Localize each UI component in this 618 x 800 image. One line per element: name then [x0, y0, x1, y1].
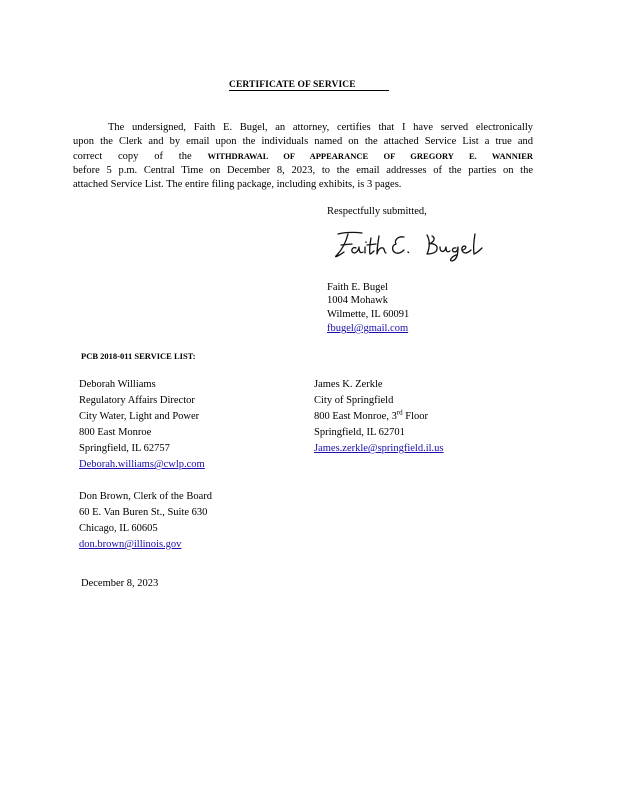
recipient-3-city: Chicago, IL 60605: [79, 523, 158, 534]
sender-email-link[interactable]: fbugel@gmail.com: [327, 323, 409, 334]
recipient-2-name: James K. Zerkle: [314, 379, 383, 390]
service-list-heading: PCB 2018-011 SERVICE LIST:: [81, 351, 196, 361]
sender-name: Faith E. Bugel: [327, 282, 388, 293]
page-title: CERTIFICATE OF SERVICE: [229, 80, 356, 90]
sender-city: Wilmette, IL 60091: [327, 309, 410, 320]
recipient-1-city: Springfield, IL 62757: [79, 443, 170, 454]
paragraph-line-2: upon the Clerk and by email upon the individuals named on the attached Service List a true and: [73, 136, 533, 147]
paragraph-line-1: The undersigned, Faith E. Bugel, an attorney, certifies that I have served electronically: [108, 122, 533, 133]
recipient-1-title: Regulatory Affairs Director: [79, 395, 195, 406]
recipient-1-street: 800 East Monroe: [79, 427, 152, 438]
recipient-1-name: Deborah Williams: [79, 379, 156, 390]
recipient-3-email-link[interactable]: don.brown@illinois.gov: [79, 539, 182, 550]
document-name: WITHDRAWAL OF APPEARANCE OF GREGORY E. WANNIER: [207, 151, 534, 161]
title-underline: [229, 90, 389, 91]
sender-street: 1004 Mohawk: [327, 295, 388, 306]
recipient-2-org: City of Springfield: [314, 395, 394, 406]
recipient-3-name: Don Brown, Clerk of the Board: [79, 491, 212, 502]
paragraph-line-5: attached Service List. The entire filing package, including exhibits, is 3 pages.: [73, 179, 402, 190]
recipient-2-street: 800 East Monroe, 3rd Floor: [314, 408, 429, 422]
signature-image: [332, 228, 492, 264]
paragraph-line-4: before 5 p.m. Central Time on December 8, 2023, to the email addresses of the parties on the: [73, 165, 533, 176]
recipient-2-city: Springfield, IL 62701: [314, 427, 405, 438]
recipient-1-org: City Water, Light and Power: [79, 411, 200, 422]
document-date: December 8, 2023: [81, 578, 159, 589]
recipient-3-street: 60 E. Van Buren St., Suite 630: [79, 507, 208, 518]
certificate-paragraph: [73, 121, 533, 192]
paragraph-line-3: correct copy of the WITHDRAWAL OF APPEARANCE OF GREGORY E. WANNIER: [73, 151, 534, 162]
closing: Respectfully submitted,: [327, 206, 427, 217]
recipient-1-email-link[interactable]: Deborah.williams@cwlp.com: [79, 459, 205, 470]
recipient-2-email-link[interactable]: James.zerkle@springfield.il.us: [314, 443, 444, 454]
